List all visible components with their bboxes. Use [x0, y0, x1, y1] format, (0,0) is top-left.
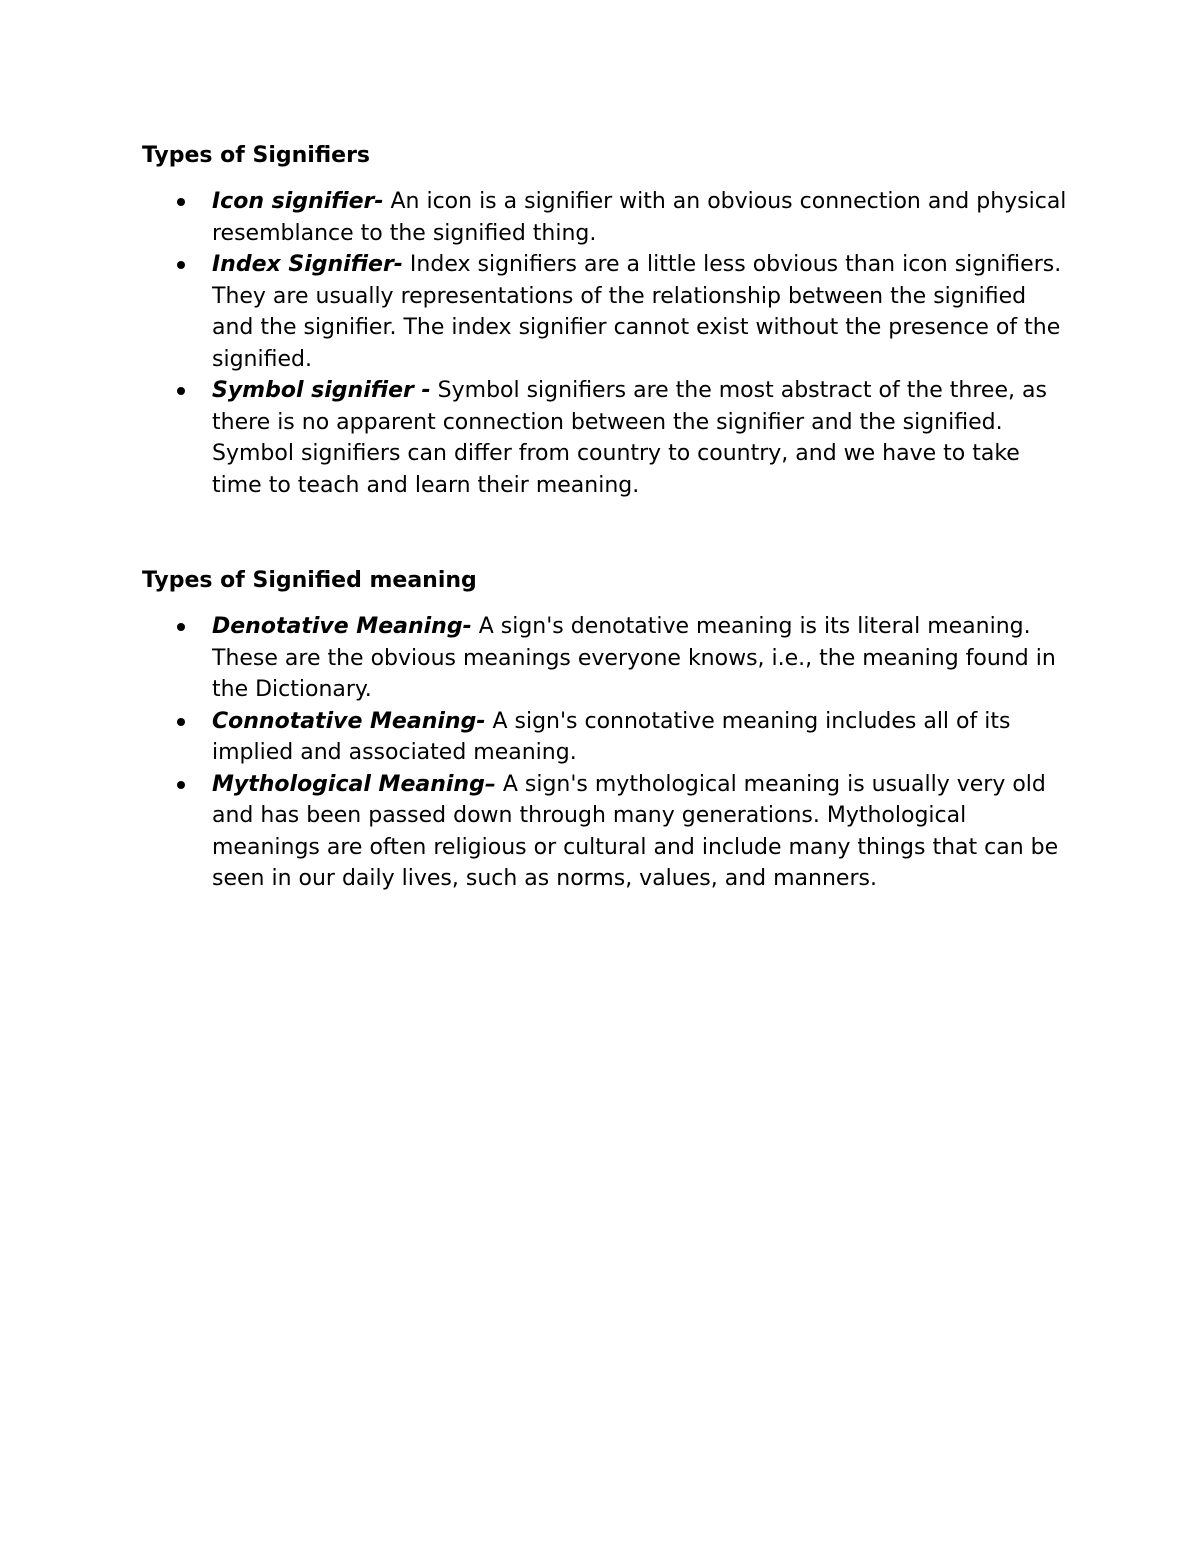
section-types-of-signifiers: [142, 140, 1072, 501]
section-heading: Types of Signifiers: [142, 143, 371, 168]
bullet-list: [142, 186, 1072, 501]
term-separator: -: [462, 614, 472, 639]
section-heading: Types of Signified meaning: [142, 568, 477, 593]
definition-text: Symbol signifiers are the most abstract of the three, as there is no apparent connection between the signifier and the signified. Symbol signifiers can differ from country to country, and we have to take time to teach and learn their meaning.: [212, 378, 1047, 498]
list-item: [142, 186, 1072, 249]
bullet-icon: [177, 718, 185, 726]
definition-text: An icon is a signifier with an obvious connection and physical resemblance to the signified thing.: [212, 189, 1067, 246]
bullet-icon: [177, 198, 185, 206]
term: Mythological Meaning: [212, 771, 485, 797]
term-separator: –: [484, 771, 496, 797]
bullet-icon: [177, 261, 185, 269]
bullet-icon: [177, 781, 185, 789]
list-item: [142, 375, 1072, 501]
term: Symbol signifier: [212, 378, 422, 403]
definition-text: Index signifiers are a little less obvious than icon signifiers. They are usually representations of the relationship between the signified and the signifier. The index signifier cannot exist without the presence of the signified.: [212, 252, 1062, 372]
term: Denotative Meaning: [212, 614, 463, 639]
term-separator: -: [393, 252, 403, 277]
section-types-of-signified-meaning: [142, 565, 1072, 895]
term-separator: -: [421, 378, 431, 403]
term-separator: -: [374, 189, 384, 214]
term: Icon signifier: [212, 189, 375, 214]
bullet-icon: [177, 387, 185, 395]
list-item: [142, 611, 1072, 706]
definition-text: A sign's denotative meaning is its literal meaning. These are the obvious meanings everyone knows, i.e., the meaning found in the Dictionary.: [212, 614, 1056, 702]
term: Index Signifier: [212, 252, 394, 277]
definition-text: A sign's mythological meaning is usually very old and has been passed down through many generations. Mythological meanings are often religious or cultural and include many things that can be seen in our daily lives, such as norms, values, and manners.: [212, 771, 1059, 891]
bullet-icon: [177, 623, 185, 631]
term: Connotative Meaning: [212, 708, 477, 734]
list-item: [142, 249, 1072, 375]
bullet-list: [142, 611, 1072, 895]
list-item: [142, 769, 1072, 895]
term-separator: -: [476, 708, 486, 734]
list-item: [142, 706, 1072, 769]
definition-text: A sign's connotative meaning includes all of its implied and associated meaning.: [212, 708, 1011, 765]
